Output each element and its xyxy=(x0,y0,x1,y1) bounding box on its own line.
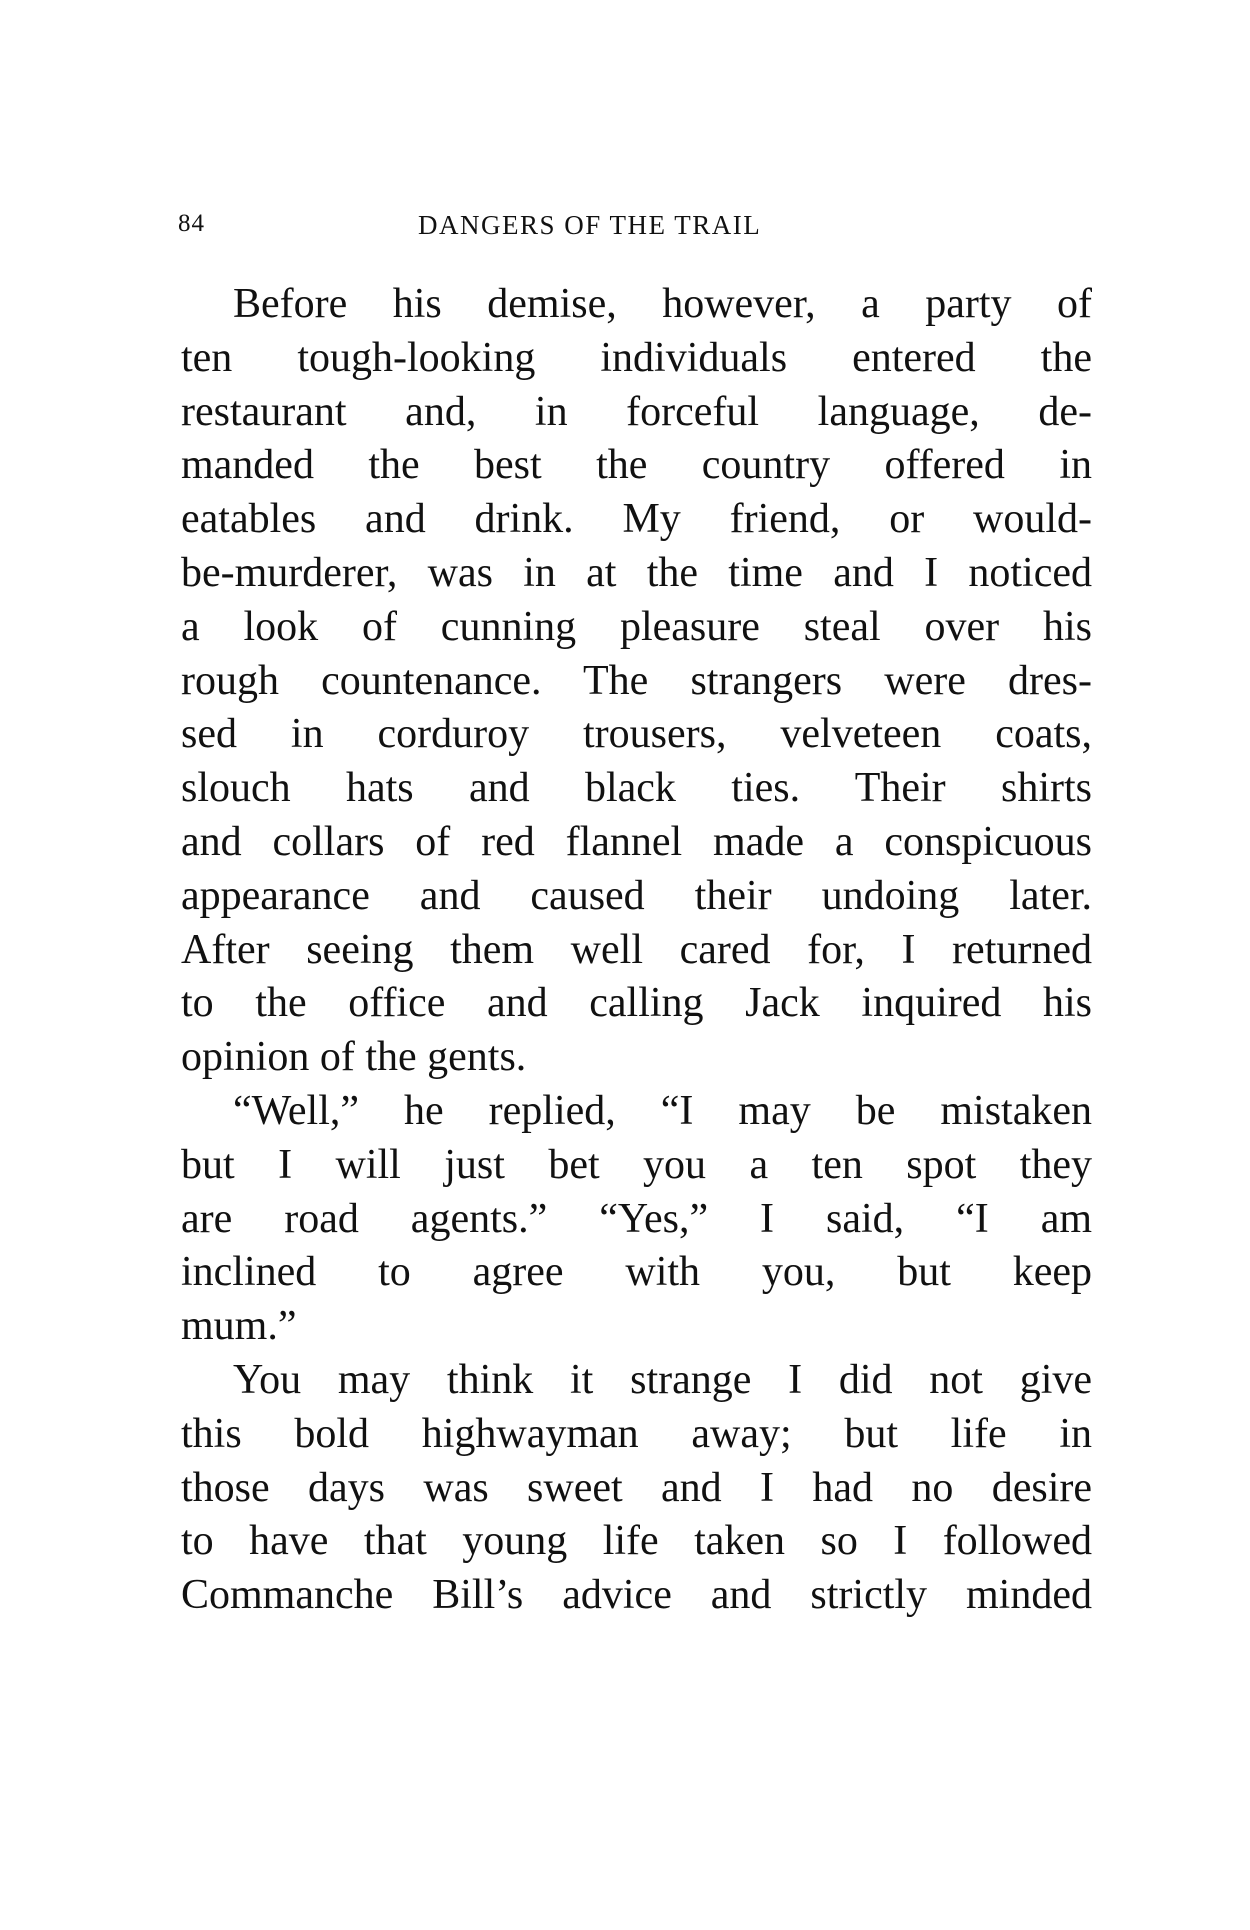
body-text xyxy=(181,278,1092,1623)
text-line: be-murderer, was in at the time and I noticed xyxy=(181,549,1092,596)
text-line: After seeing them well cared for, I returned xyxy=(181,926,1092,973)
text-line: inclined to agree with you, but keep xyxy=(181,1249,1092,1296)
text-line: Commanche Bill’s advice and strictly minded xyxy=(181,1572,1092,1619)
text-line: eatables and drink. My friend, or would- xyxy=(181,496,1092,543)
text-line: this bold highwayman away; but life in xyxy=(181,1410,1092,1457)
text-line: You may think it strange I did not give xyxy=(233,1356,1092,1403)
text-line: and collars of red flannel made a conspicuous xyxy=(181,818,1092,865)
text-line: Before his demise, however, a party of xyxy=(233,281,1092,327)
text-line: to have that young life taken so I followed xyxy=(181,1518,1092,1565)
text-line: are road agents.” “Yes,” I said, “I am xyxy=(181,1195,1092,1242)
text-line: to the office and calling Jack inquired his xyxy=(181,980,1092,1027)
text-line: “Well,” he replied, “I may be mistaken xyxy=(233,1087,1092,1134)
text-line: ten tough-looking individuals entered the xyxy=(181,334,1092,381)
text-line: rough countenance. The strangers were dres- xyxy=(181,657,1092,704)
text-line: restaurant and, in forceful language, de- xyxy=(181,388,1092,435)
text-line: those days was sweet and I had no desire xyxy=(181,1464,1092,1511)
text-line: a look of cunning pleasure steal over his xyxy=(181,603,1092,650)
text-line: manded the best the country offered in xyxy=(181,442,1092,489)
running-title: DANGERS OF THE TRAIL xyxy=(418,210,762,240)
text-line: but I will just bet you a ten spot they xyxy=(181,1141,1092,1188)
page-number: 84 xyxy=(178,210,205,237)
text-line: slouch hats and black ties. Their shirts xyxy=(181,765,1092,812)
page-header xyxy=(178,210,858,250)
text-line: opinion of the gents. xyxy=(181,1034,527,1081)
text-line: mum.” xyxy=(181,1303,297,1350)
text-line: sed in corduroy trousers, velveteen coats, xyxy=(181,711,1092,758)
text-line: appearance and caused their undoing later. xyxy=(181,872,1092,919)
